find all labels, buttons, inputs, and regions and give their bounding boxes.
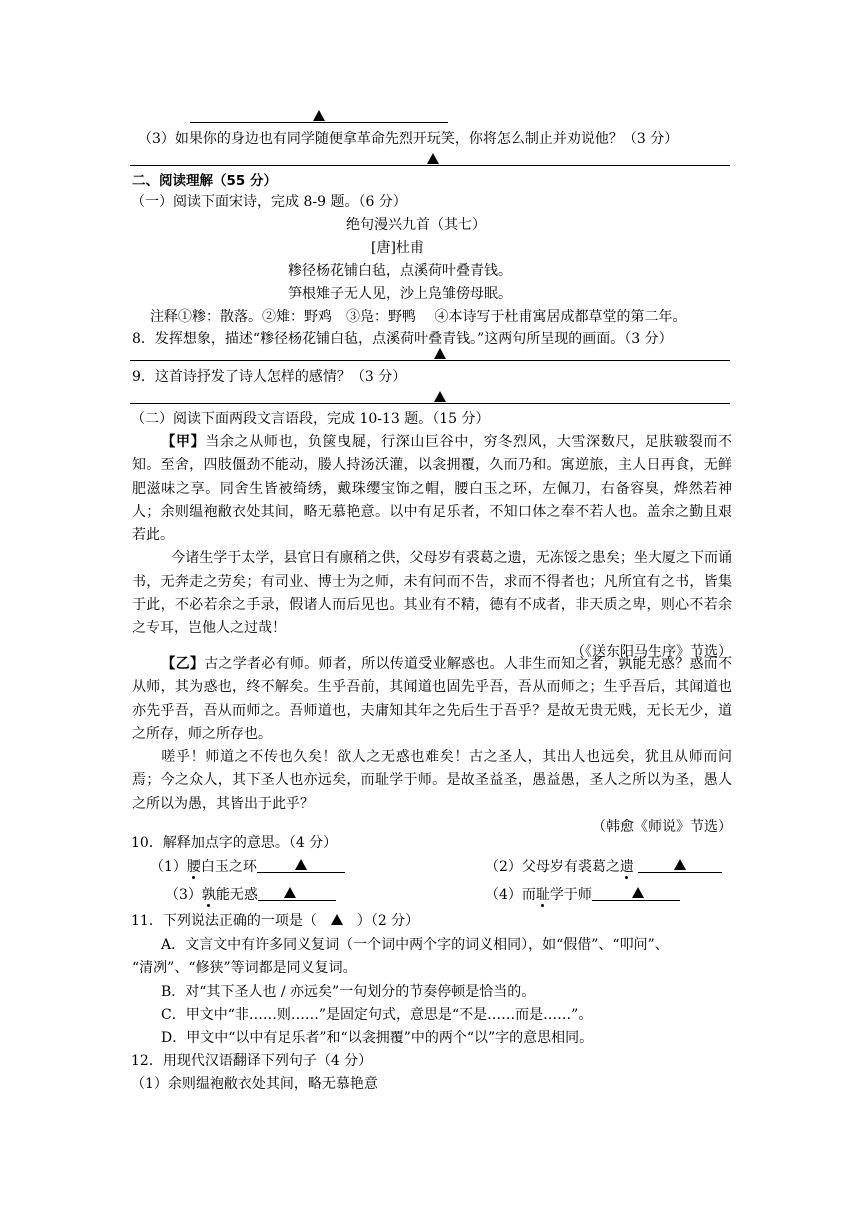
passage-source: （《送东阳马生序》节选）: [571, 643, 732, 660]
answer-line: [130, 403, 730, 404]
dotted-char: 耻: [535, 887, 550, 903]
answer-triangle-icon: [427, 153, 439, 164]
q10-item-text: 学于师: [549, 887, 592, 903]
q11-option-c: C．甲文中“非……则……”是固定句式，意思是“不是……而是……”。: [161, 1007, 593, 1023]
answer-triangle-icon: [284, 887, 296, 898]
q9-text: 9．这首诗抒发了诗人怎样的感情？（3 分）: [132, 369, 407, 385]
poem-line: 笋根雉子无人见，沙上凫雏傍母眠。: [288, 286, 512, 302]
answer-blank[interactable]: [258, 886, 336, 901]
answer-triangle-icon: [674, 859, 686, 870]
section2-title: 二、阅读理解（55 分）: [132, 173, 277, 189]
answer-blank[interactable]: [257, 858, 345, 873]
q11-option-a-cont: “清冽”、“修狭”等词都是同义复词。: [132, 960, 357, 976]
poem-author: [唐]杜甫: [371, 240, 424, 256]
q10-item-prefix: （4）而: [485, 887, 536, 903]
q10-item-prefix: （3）: [165, 887, 202, 903]
passage-text: 嗟乎！师道之不传也久矣！欲人之无惑也难矣！古之圣人，其出人也远矣，犹且从师而问焉；今之众人，其下圣人也亦远矣，而耻学于师。是故圣益圣，愚益愚，圣人之所以为圣，愚人之所以为愚，其皆出于此乎？: [132, 749, 732, 812]
answer-blank[interactable]: [317, 913, 357, 927]
q10-item-prefix: （2）父母岁有裘葛之: [485, 859, 620, 875]
q10-item-text: 白玉之环: [200, 859, 257, 875]
passage-label: 【甲】: [161, 434, 206, 450]
answer-blank[interactable]: [638, 858, 722, 873]
answer-triangle-icon: [434, 348, 446, 359]
dotted-char: 孰: [201, 887, 216, 903]
q11-option-d: D．甲文中“以中有足乐者”和“以衾拥覆”中的两个“以”字的意思相同。: [161, 1030, 594, 1046]
q10-item: [165, 885, 336, 905]
q8-text: 8．发挥想象，描述“糁径杨花铺白毡，点溪荷叶叠青钱。”这两句所呈现的画面。（3 分）: [132, 331, 673, 347]
q10-text: 10．解释加点字的意思。（4 分）: [131, 835, 338, 851]
passage-text: 当余之从师也，负箧曳屣，行深山巨谷中，穷冬烈风，大雪深数尺，足肤皲裂而不知。至舍，四肢僵劲不能动，媵人持汤沃灌，以衾拥覆，久而乃和。寓逆旅，主人日再食，无鲜肥滋味之享。同舍生皆被绮绣，戴珠缨宝饰之帽，腰白玉之环，左佩刀，右备容臭，烨然若神人；余则缊袍敝衣处其间，略无慕艳意。以中有足乐者，不知口体之奉不若人也。盖余之勤且艰若此。: [132, 434, 733, 544]
answer-triangle-icon: [295, 859, 307, 870]
part2-intro: （二）阅读下面两段文言语段，完成 10-13 题。（15 分）: [131, 411, 490, 427]
q7-item3: （3）如果你的身边也有同学随便拿革命先烈开玩笑，你将怎么制止并劝说他？（3 分）: [138, 131, 679, 147]
dotted-char: 遗: [619, 859, 634, 875]
answer-line: [190, 122, 448, 123]
answer-line: [130, 360, 730, 361]
q12-item: （1）余则缊袍敝衣处其间，略无慕艳意: [131, 1076, 378, 1092]
q11-option-a: A．文言文中有许多同义复词（一个词中两个字的词义相同），如“假借”、“叩问”、: [161, 937, 669, 953]
poem-line: 糁径杨花铺白毡，点溪荷叶叠青钱。: [288, 263, 512, 279]
q10-item: [485, 885, 680, 905]
q10-item: [150, 857, 345, 877]
passage-text: 今诸生学于太学，县官日有廪稍之供，父母岁有裘葛之遗，无冻馁之患矣；坐大厦之下而诵书，无奔走之劳矣；有司业、博士为之师，未有问而不告，求而不得者也；凡所宜有之书，皆集于此，不必若余之手录，假诸人而后见也。其业有不精，德有不成者，非天质之卑，则心不若余之专耳，岂他人之过哉！: [132, 550, 732, 637]
q10-item-prefix: （1）: [150, 859, 187, 875]
q11-text: [131, 911, 419, 931]
q11-text-prefix: 11．下列说法正确的一项是（: [131, 913, 317, 929]
passage-text: 古之学者必有师。师者，所以传道受业解惑也。人非生而知之者，孰能无惑？惑而不从师，其为惑也，终不解矣。生乎吾前，其闻道也固先乎吾，吾从而师之；生乎吾后，其闻道也亦先乎吾，吾从而师之。吾师道也，夫庸知其年之先后生于吾乎？是故无贵无贱，无长无少，道之所存，师之所存也。: [132, 656, 733, 742]
answer-triangle-icon: [313, 110, 325, 121]
answer-triangle-icon: [331, 914, 343, 925]
q12-text: 12．用现代汉语翻译下列句子（4 分）: [131, 1053, 373, 1069]
dotted-char: 腰: [186, 859, 201, 875]
passage-jia: [132, 431, 732, 664]
part1-intro: （一）阅读下面宋诗，完成 8-9 题。（6 分）: [131, 194, 407, 210]
passage-source: （韩愈《师说》节选）: [592, 819, 732, 836]
answer-triangle-icon: [434, 391, 446, 402]
answer-triangle-icon: [632, 887, 644, 898]
answer-line: [130, 165, 730, 166]
passage-yi: [132, 653, 732, 839]
answer-blank[interactable]: [592, 886, 680, 901]
poem-title: 绝句漫兴九首（其七）: [346, 217, 486, 233]
q11-option-b: B．对“其下圣人也 / 亦远矣”一句划分的节奏停顿是恰当的。: [161, 984, 536, 1000]
q11-text-suffix: ）（2 分）: [356, 913, 420, 929]
q10-item: [485, 857, 722, 877]
passage-label: 【乙】: [161, 656, 205, 672]
poem-notes: 注释①糁：散落。②雉：野鸡 ③凫：野鸭 ④本诗写于杜甫寓居成都草堂的第二年。: [150, 309, 687, 325]
q10-item-text: 能无惑: [215, 887, 258, 903]
